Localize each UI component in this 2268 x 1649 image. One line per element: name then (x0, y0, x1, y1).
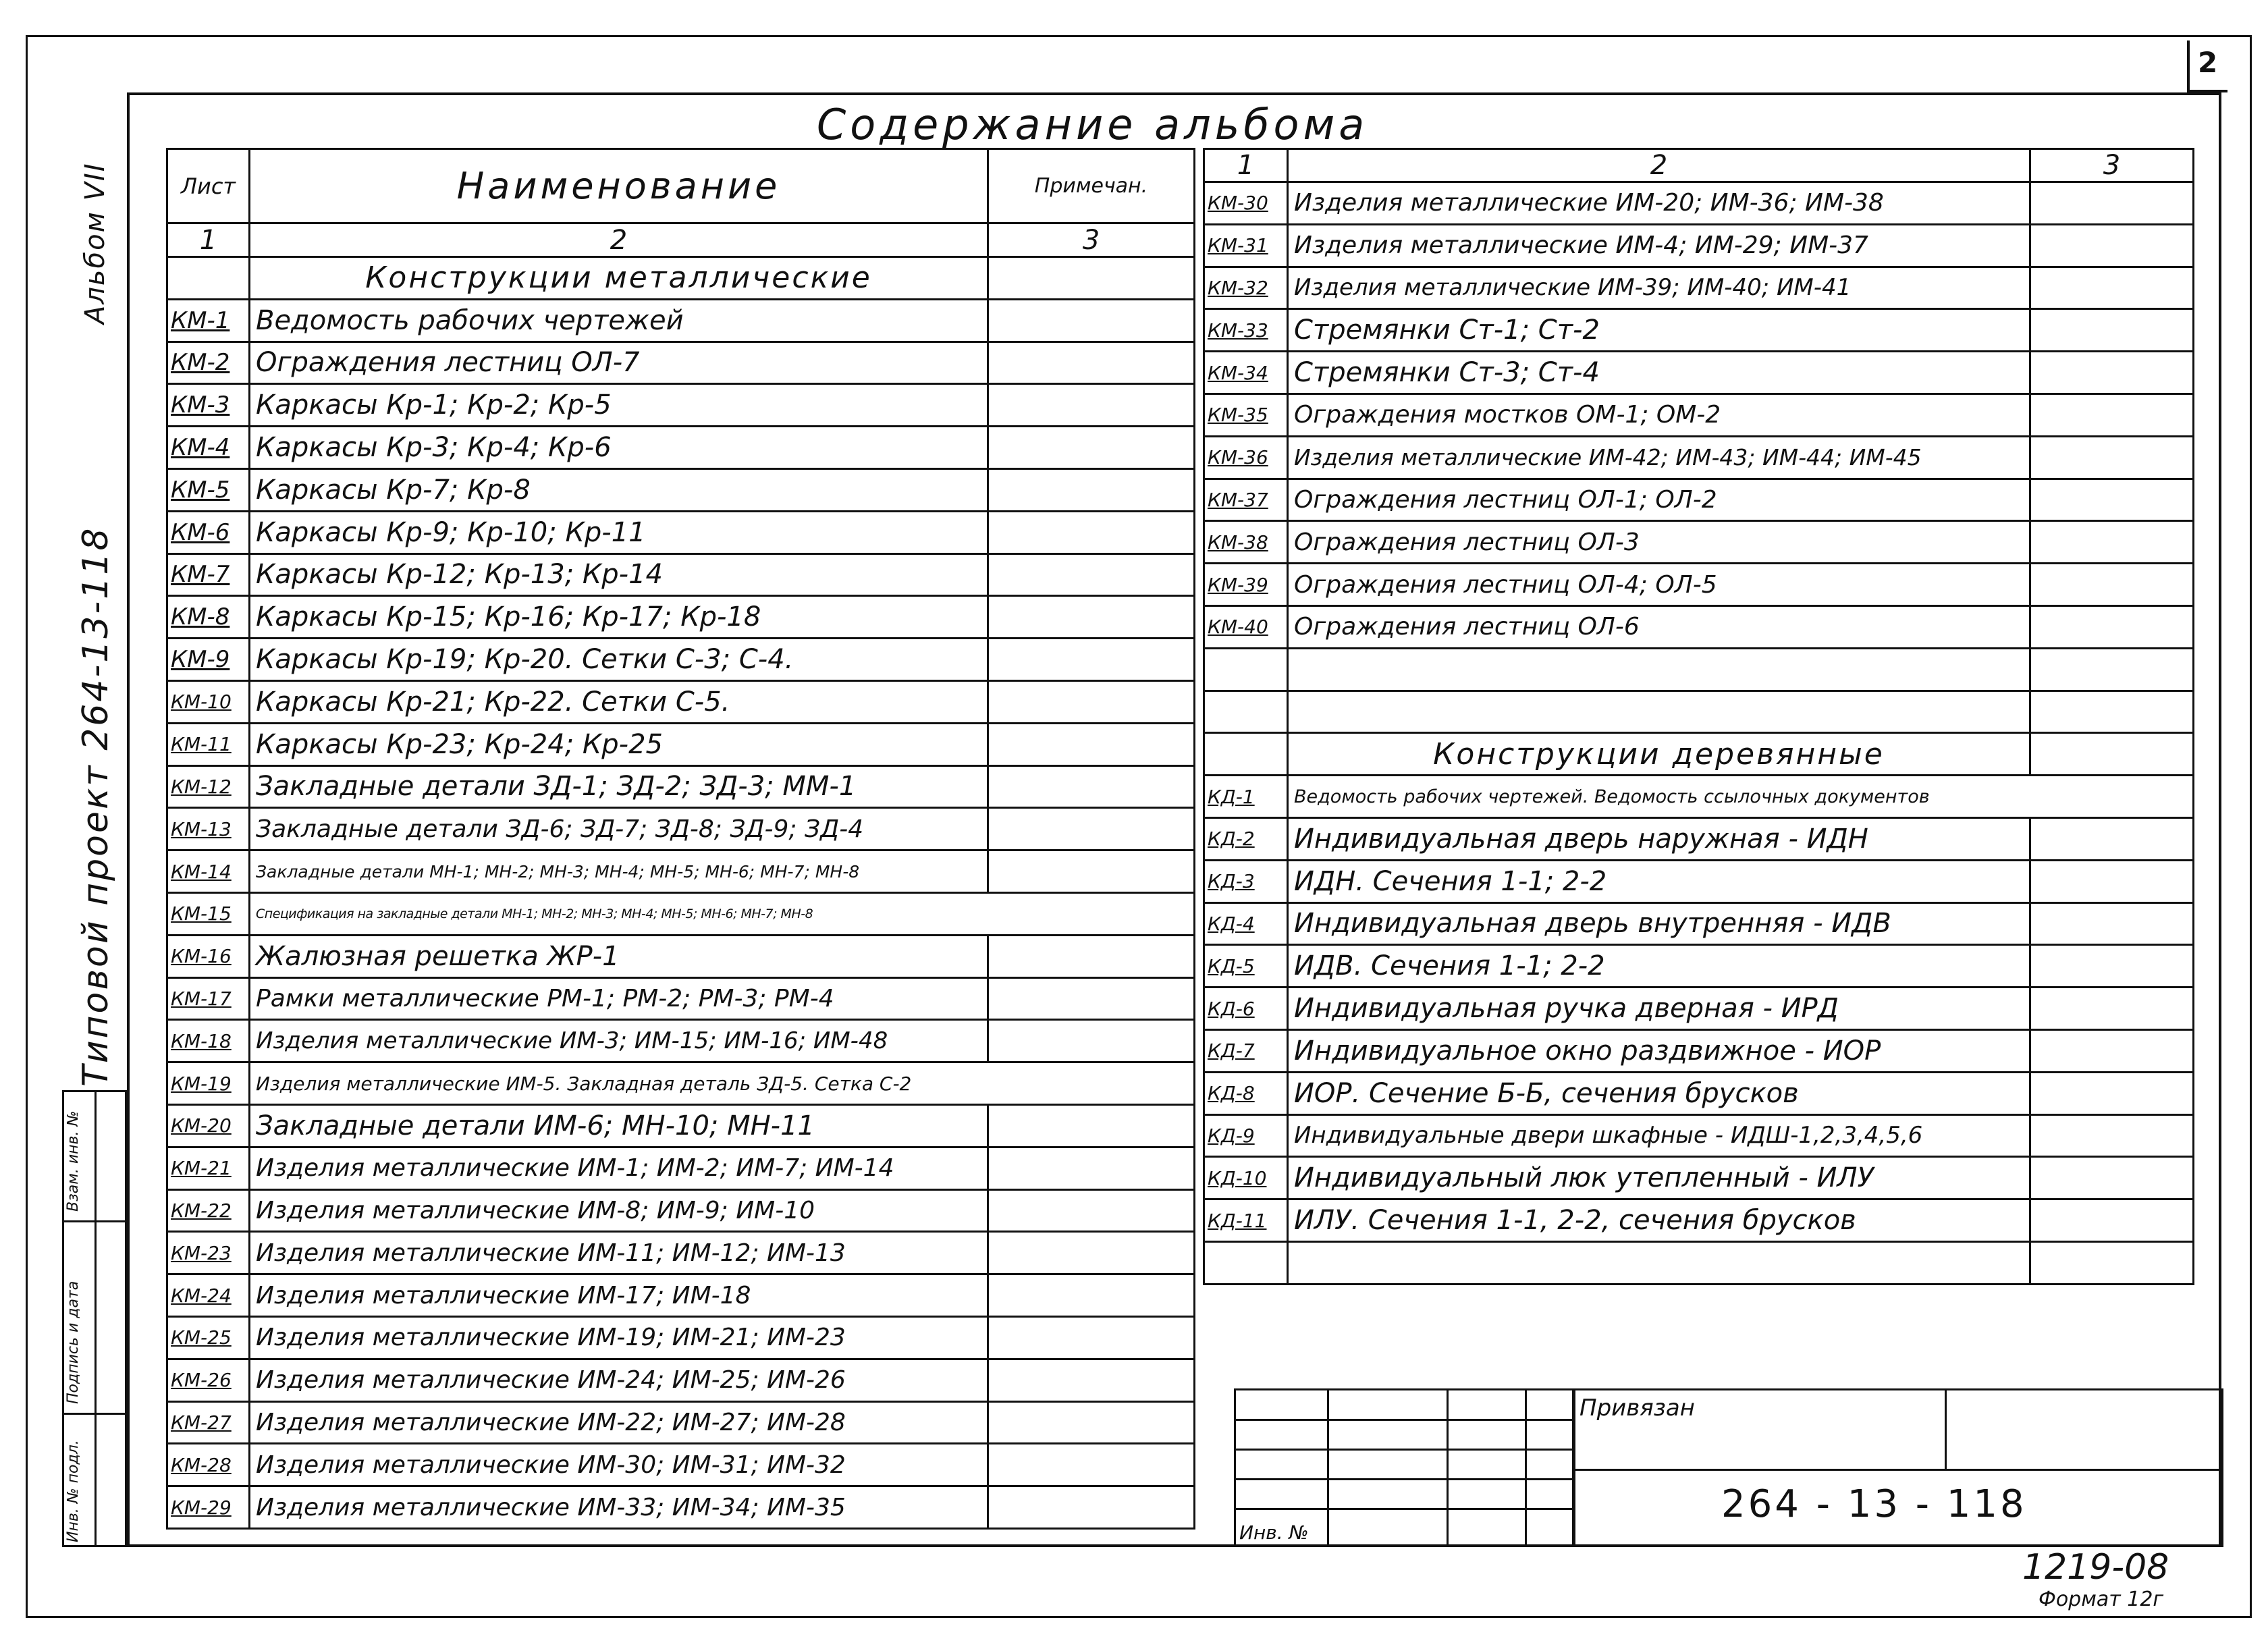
table-header-row (167, 149, 1195, 223)
table-row (167, 892, 1195, 935)
row-name: Изделия металлические ИМ-1; ИМ-2; ИМ-7; ИМ-14 (250, 1147, 988, 1189)
table-row (1204, 1072, 2194, 1114)
table-row (167, 850, 1195, 893)
table-row (167, 935, 1195, 977)
table-row (1204, 1029, 2194, 1072)
row-code: КМ-1 (167, 299, 250, 342)
table-row (1204, 267, 2194, 309)
row-code: КМ-4 (167, 427, 250, 469)
row-code: КД-11 (1204, 1199, 1288, 1242)
row-code: КМ-18 (167, 1020, 250, 1062)
row-code: КМ-23 (167, 1232, 250, 1274)
row-code: КМ-28 (167, 1444, 250, 1486)
table-row (167, 596, 1195, 639)
row-code: КМ-11 (167, 723, 250, 765)
row-name: Закладные детали МН-1; МН-2; МН-3; МН-4; МН-5; МН-6; МН-7; МН-8 (250, 850, 988, 893)
row-code: КМ-19 (167, 1062, 250, 1105)
table-row (167, 1401, 1195, 1444)
table-row (167, 511, 1195, 553)
row-name: Ограждения лестниц ОЛ-4; ОЛ-5 (1288, 564, 2030, 606)
row-name: Спецификация на закладные детали МН-1; МН-2; МН-3; МН-4; МН-5; МН-6; МН-7; МН-8 (250, 892, 1195, 935)
table-row (167, 1274, 1195, 1317)
table-row (1204, 605, 2194, 648)
row-code: КМ-14 (167, 850, 250, 893)
row-code: КМ-8 (167, 596, 250, 639)
table-row (167, 299, 1195, 342)
row-name: Изделия металлические ИМ-5. Закладная деталь ЗД-5. Сетка С-2 (250, 1062, 1195, 1105)
row-code: КМ-9 (167, 639, 250, 681)
row-code: КМ-37 (1204, 479, 1288, 521)
row-code: КД-1 (1204, 776, 1288, 818)
row-name: Каркасы Кр-12; Кр-13; Кр-14 (250, 553, 988, 596)
page-number: 2 (2198, 46, 2218, 79)
row-name: Закладные детали ЗД-1; ЗД-2; ЗД-3; ММ-1 (250, 765, 988, 808)
album-label: Альбом VII (80, 162, 111, 324)
row-name: Изделия металлические ИМ-17; ИМ-18 (250, 1274, 988, 1317)
row-code: КМ-3 (167, 384, 250, 427)
row-code: КМ-17 (167, 977, 250, 1020)
row-name: Стремянки Ст-1; Ст-2 (1288, 309, 2030, 352)
empty-row (1204, 691, 2194, 733)
row-name: ИОР. Сечение Б-Б, сечения брусков (1288, 1072, 2030, 1114)
table-row (167, 1359, 1195, 1401)
row-name: Изделия металлические ИМ-4; ИМ-29; ИМ-37 (1288, 224, 2030, 267)
row-code: КМ-15 (167, 892, 250, 935)
row-code: КД-5 (1204, 945, 1288, 988)
row-name: Индивидуальная дверь наружная - ИДН (1288, 817, 2030, 860)
table-row (167, 1189, 1195, 1232)
row-code: КМ-20 (167, 1104, 250, 1147)
row-code: КМ-5 (167, 468, 250, 511)
row-name: ИЛУ. Сечения 1-1, 2-2, сечения брусков (1288, 1199, 2030, 1242)
project-label: Типовой проект 264-13-118 (76, 526, 116, 1087)
col-number: 2 (250, 223, 988, 257)
stamp-attached-label: Привязан (1580, 1395, 1695, 1422)
row-code: КД-10 (1204, 1157, 1288, 1199)
table-row (1204, 309, 2194, 352)
row-code: КМ-7 (167, 553, 250, 596)
col-header-sheet: Лист (167, 149, 250, 223)
table-row (167, 723, 1195, 765)
stamp-doc-number: 264 - 13 - 118 (1721, 1482, 2027, 1526)
table-row (1204, 817, 2194, 860)
side-stamp-signature: Подпись и дата (65, 1280, 82, 1404)
row-name: Каркасы Кр-1; Кр-2; Кр-5 (250, 384, 988, 427)
row-name: Индивидуальные двери шкафные - ИДШ-1,2,3,4,5,6 (1288, 1114, 2030, 1157)
row-name: Индивидуальное окно раздвижное - ИОР (1288, 1029, 2030, 1072)
row-name: Закладные детали ЗД-6; ЗД-7; ЗД-8; ЗД-9; ЗД-4 (250, 808, 988, 850)
table-row (1204, 945, 2194, 988)
row-name: Изделия металлические ИМ-19; ИМ-21; ИМ-23 (250, 1316, 988, 1359)
section-title-wood: Конструкции деревянные (1288, 733, 2030, 776)
column-numbers-row (167, 223, 1195, 257)
table-row (167, 1232, 1195, 1274)
table-row (167, 808, 1195, 850)
row-name: ИДН. Сечения 1-1; 2-2 (1288, 860, 2030, 902)
row-name: Изделия металлические ИМ-39; ИМ-40; ИМ-41 (1288, 267, 2030, 309)
row-name: Рамки металлические РМ-1; РМ-2; РМ-3; РМ-4 (250, 977, 988, 1020)
row-code: КМ-2 (167, 342, 250, 384)
col-number: 1 (167, 223, 250, 257)
table-row (1204, 352, 2194, 394)
table-row (167, 384, 1195, 427)
row-code: КМ-12 (167, 765, 250, 808)
row-code: КМ-24 (167, 1274, 250, 1317)
row-code: КМ-29 (167, 1486, 250, 1529)
row-code: КМ-22 (167, 1189, 250, 1232)
row-code: КМ-27 (167, 1401, 250, 1444)
row-code: КМ-16 (167, 935, 250, 977)
row-name: Ограждения лестниц ОЛ-7 (250, 342, 988, 384)
table-row (167, 553, 1195, 596)
row-name: Изделия металлические ИМ-3; ИМ-15; ИМ-16; ИМ-48 (250, 1020, 988, 1062)
section-row (167, 257, 1195, 300)
row-name: Стремянки Ст-3; Ст-4 (1288, 352, 2030, 394)
row-name: Изделия металлические ИМ-33; ИМ-34; ИМ-35 (250, 1486, 988, 1529)
row-name: Ограждения лестниц ОЛ-3 (1288, 521, 2030, 564)
row-code: КМ-40 (1204, 605, 1288, 648)
row-code: КМ-6 (167, 511, 250, 553)
footer-format: Формат 12г (2039, 1588, 2164, 1611)
row-name: Изделия металлические ИМ-42; ИМ-43; ИМ-44; ИМ-45 (1288, 436, 2030, 479)
table-row (167, 1104, 1195, 1147)
row-code: КМ-31 (1204, 224, 1288, 267)
row-name: Каркасы Кр-15; Кр-16; Кр-17; Кр-18 (250, 596, 988, 639)
row-name: Изделия металлические ИМ-11; ИМ-12; ИМ-13 (250, 1232, 988, 1274)
row-name: Каркасы Кр-7; Кр-8 (250, 468, 988, 511)
row-code: КМ-34 (1204, 352, 1288, 394)
row-code: КМ-26 (167, 1359, 250, 1401)
table-row (167, 342, 1195, 384)
footer-number: 1219-08 (2022, 1547, 2169, 1588)
table-row (167, 1316, 1195, 1359)
row-name: Закладные детали ИМ-6; МН-10; МН-11 (250, 1104, 988, 1147)
table-row (167, 977, 1195, 1020)
row-code: КМ-32 (1204, 267, 1288, 309)
row-name: Ограждения лестниц ОЛ-6 (1288, 605, 2030, 648)
row-code: КД-7 (1204, 1029, 1288, 1072)
row-code: КМ-33 (1204, 309, 1288, 352)
row-name: Изделия металлические ИМ-22; ИМ-27; ИМ-28 (250, 1401, 988, 1444)
empty-row (1204, 1241, 2194, 1284)
row-name: ИДВ. Сечения 1-1; 2-2 (1288, 945, 2030, 988)
row-code: КМ-35 (1204, 394, 1288, 436)
page-title: Содержание альбома (817, 100, 1369, 149)
table-row (167, 765, 1195, 808)
row-name: Каркасы Кр-9; Кр-10; Кр-11 (250, 511, 988, 553)
row-code: КМ-38 (1204, 521, 1288, 564)
row-name: Ведомость рабочих чертежей (250, 299, 988, 342)
row-code: КМ-39 (1204, 564, 1288, 606)
table-row (1204, 224, 2194, 267)
row-code: КД-6 (1204, 988, 1288, 1030)
row-name: Изделия металлические ИМ-20; ИМ-36; ИМ-38 (1288, 182, 2030, 225)
table-row (1204, 902, 2194, 945)
table-row (167, 427, 1195, 469)
row-name: Ограждения мостков ОМ-1; ОМ-2 (1288, 394, 2030, 436)
table-row (167, 1062, 1195, 1105)
row-code: КД-9 (1204, 1114, 1288, 1157)
table-row (167, 1444, 1195, 1486)
side-stamp-inv: Инв. № подл. (65, 1440, 82, 1542)
row-name: Жалюзная решетка ЖР-1 (250, 935, 988, 977)
row-code: КМ-21 (167, 1147, 250, 1189)
row-code: КД-4 (1204, 902, 1288, 945)
row-code: КД-2 (1204, 817, 1288, 860)
contents-table-left (166, 148, 1195, 1530)
row-code: КМ-30 (1204, 182, 1288, 225)
row-name: Ведомость рабочих чертежей. Ведомость ссылочных документов (1288, 776, 2194, 818)
table-row (1204, 479, 2194, 521)
empty-row (1204, 648, 2194, 691)
row-code: КД-3 (1204, 860, 1288, 902)
table-row (167, 639, 1195, 681)
row-name: Каркасы Кр-21; Кр-22. Сетки С-5. (250, 680, 988, 723)
row-name: Индивидуальный люк утепленный - ИЛУ (1288, 1157, 2030, 1199)
row-name: Каркасы Кр-23; Кр-24; Кр-25 (250, 723, 988, 765)
row-code: КМ-36 (1204, 436, 1288, 479)
table-row (167, 680, 1195, 723)
row-code: КМ-25 (167, 1316, 250, 1359)
table-row (167, 1147, 1195, 1189)
table-row (1204, 1114, 2194, 1157)
row-name: Ограждения лестниц ОЛ-1; ОЛ-2 (1288, 479, 2030, 521)
col-number: 3 (2030, 149, 2194, 182)
side-stamp-replace: Взам. инв. № (65, 1110, 82, 1212)
column-numbers-row (1204, 149, 2194, 182)
table-row (1204, 182, 2194, 225)
table-row (1204, 776, 2194, 818)
row-code: КД-8 (1204, 1072, 1288, 1114)
col-number: 2 (1288, 149, 2030, 182)
row-name: Каркасы Кр-19; Кр-20. Сетки С-3; С-4. (250, 639, 988, 681)
table-row (1204, 564, 2194, 606)
table-row (1204, 521, 2194, 564)
stamp-inv-label: Инв. № (1239, 1521, 1309, 1544)
table-row (1204, 1157, 2194, 1199)
table-row (167, 1486, 1195, 1529)
row-name: Изделия металлические ИМ-24; ИМ-25; ИМ-26 (250, 1359, 988, 1401)
row-name: Каркасы Кр-3; Кр-4; Кр-6 (250, 427, 988, 469)
table-row (167, 468, 1195, 511)
col-header-note: Примечан. (988, 149, 1195, 223)
col-number: 1 (1204, 149, 1288, 182)
table-row (1204, 860, 2194, 902)
row-name: Изделия металлические ИМ-30; ИМ-31; ИМ-32 (250, 1444, 988, 1486)
row-name: Изделия металлические ИМ-8; ИМ-9; ИМ-10 (250, 1189, 988, 1232)
table-row (1204, 988, 2194, 1030)
table-row (1204, 436, 2194, 479)
col-number: 3 (988, 223, 1195, 257)
contents-table-right (1203, 148, 2194, 1285)
row-code: КМ-13 (167, 808, 250, 850)
row-name: Индивидуальная ручка дверная - ИРД (1288, 988, 2030, 1030)
section-row (1204, 733, 2194, 776)
row-code: КМ-10 (167, 680, 250, 723)
table-row (1204, 394, 2194, 436)
table-row (167, 1020, 1195, 1062)
row-name: Индивидуальная дверь внутренняя - ИДВ (1288, 902, 2030, 945)
section-title-metal: Конструкции металлические (250, 257, 988, 300)
table-row (1204, 1199, 2194, 1242)
col-header-name: Наименование (250, 149, 988, 223)
